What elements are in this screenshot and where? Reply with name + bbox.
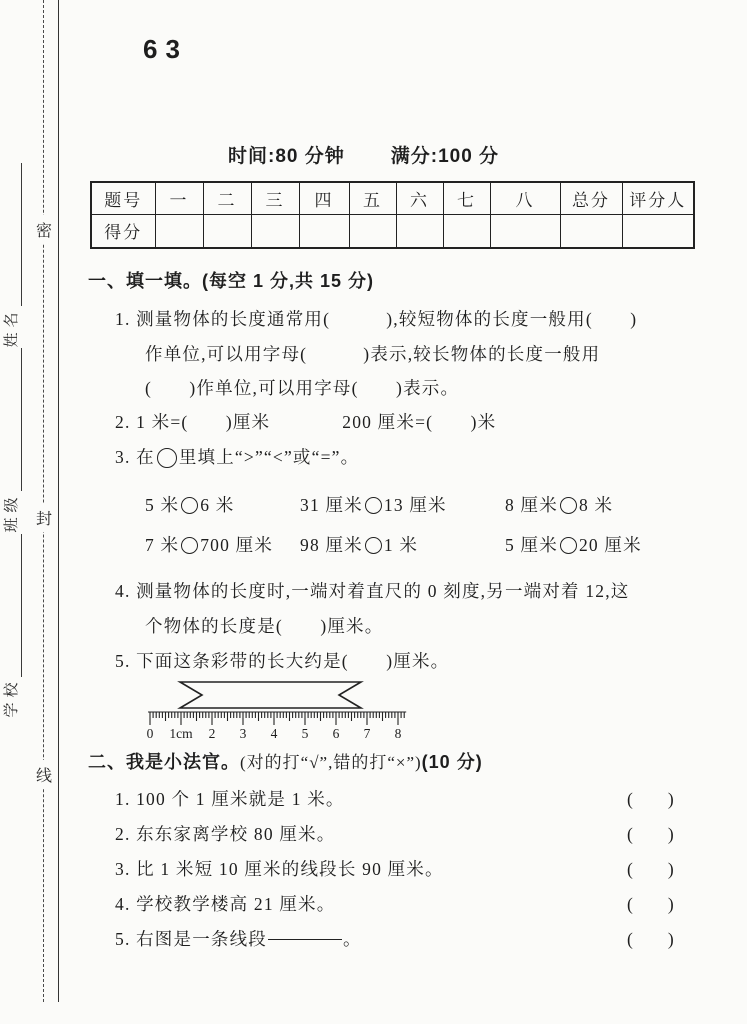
pair-right: 700 厘米 xyxy=(200,535,274,555)
ruler-label: 6 xyxy=(332,726,340,741)
score-table-cell: 二 xyxy=(203,182,251,214)
s2-item-3: 3. 比 1 米短 10 厘米的线段长 90 厘米。 xyxy=(115,859,444,879)
pair-left: 5 厘米 xyxy=(505,535,558,555)
s1-q4-line2: 个物体的长度是( )厘米。 xyxy=(145,616,384,636)
full-score-label: 满分:100 分 xyxy=(390,146,500,167)
s1-q2-part1: 2. 1 米=( )厘米 xyxy=(115,412,271,432)
score-cell-empty xyxy=(349,214,396,248)
pair-left: 98 厘米 xyxy=(300,535,363,555)
seal-char-xian: 线 xyxy=(34,760,54,789)
ruler-label: 3 xyxy=(239,726,247,741)
s1-q5: 5. 下面这条彩带的长大约是( )厘米。 xyxy=(115,651,450,671)
pair-right: 20 厘米 xyxy=(578,535,642,555)
pair-right: 8 米 xyxy=(578,495,614,515)
score-row-label: 得分 xyxy=(91,214,155,248)
name-field-blank xyxy=(6,163,22,306)
score-cell-empty xyxy=(155,214,203,248)
s2-item-5 xyxy=(115,926,362,951)
s2-item-4: 4. 学校教学楼高 21 厘米。 xyxy=(115,894,336,914)
ruler-label: 4 xyxy=(270,726,278,741)
score-table-score-row xyxy=(91,214,694,248)
section-1-title: 一、填一填。(每空 1 分,共 15 分) xyxy=(88,271,375,291)
compare-circle xyxy=(560,537,577,554)
pair-right: 6 米 xyxy=(200,495,235,515)
answer-blank: ( ) xyxy=(627,789,674,809)
score-cell-empty xyxy=(490,214,560,248)
score-cell-empty xyxy=(251,214,299,248)
ruler-label: 0 xyxy=(146,726,154,741)
section-2-title-note: (对的打“√”,错的打“×”) xyxy=(240,753,422,772)
section-2-title-main: 二、我是小法官。 xyxy=(88,752,240,772)
pair-left: 31 厘米 xyxy=(300,495,363,515)
time-limit-label: 时间:80 分钟 xyxy=(228,146,345,167)
score-cell-empty xyxy=(396,214,443,248)
pair-right: 13 厘米 xyxy=(383,495,447,515)
s1-q4-line1: 4. 测量物体的长度时,一端对着直尺的 0 刻度,另一端对着 12,这 xyxy=(115,581,630,601)
score-cell-empty xyxy=(299,214,349,248)
compare-circle xyxy=(181,497,198,514)
score-table-cell: 评分人 xyxy=(622,182,694,214)
pair-left: 5 米 xyxy=(145,495,180,515)
pair-left: 7 米 xyxy=(145,535,180,555)
class-field-blank xyxy=(6,349,22,492)
score-table-cell: 题号 xyxy=(91,182,155,214)
score-cell-empty xyxy=(622,214,694,248)
compare-circle xyxy=(560,497,577,514)
exam-header xyxy=(228,141,499,168)
compare-pair xyxy=(145,532,273,557)
pair-right: 1 米 xyxy=(383,535,419,555)
compare-pair xyxy=(145,492,234,517)
s1-q1-line3: ( )作单位,可以用字母( )表示。 xyxy=(145,378,460,398)
seal-char-mi: 密 xyxy=(34,215,54,244)
s1-q2 xyxy=(115,409,496,434)
compare-pair xyxy=(505,532,642,557)
class-field-label: 班级 xyxy=(4,492,20,533)
s1-q3-row2 xyxy=(0,532,747,558)
ruler-label: 1cm xyxy=(169,726,193,741)
name-field-label: 姓名 xyxy=(4,307,20,348)
ruler-figure xyxy=(140,676,430,747)
answer-blank: ( ) xyxy=(627,894,674,914)
school-field-label: 学校 xyxy=(4,677,20,718)
page-number: 63 xyxy=(143,34,188,64)
score-table-header-row xyxy=(91,182,694,214)
compare-circle xyxy=(181,537,198,554)
answer-blank: ( ) xyxy=(627,859,674,879)
section-2-title xyxy=(88,748,483,774)
compare-circle xyxy=(365,537,382,554)
s1-q3-row1 xyxy=(0,492,747,518)
score-cell-empty xyxy=(560,214,622,248)
score-table-cell: 六 xyxy=(396,182,443,214)
score-cell-empty xyxy=(203,214,251,248)
answer-blank: ( ) xyxy=(627,929,674,949)
score-table-cell: 八 xyxy=(490,182,560,214)
ruler-label: 8 xyxy=(394,726,402,741)
s1-q1-line1: 1. 测量物体的长度通常用( ),较短物体的长度一般用( ) xyxy=(115,309,638,329)
s1-q3-lead xyxy=(115,444,359,469)
s2-item-2: 2. 东东家离学校 80 厘米。 xyxy=(115,824,336,844)
score-table-cell: 七 xyxy=(443,182,490,214)
score-table-cell: 一 xyxy=(155,182,203,214)
s1-q3-after: 里填上“>”“<”或“=”。 xyxy=(178,447,360,467)
pair-left: 8 厘米 xyxy=(505,495,558,515)
s2-item-1: 1. 100 个 1 厘米就是 1 米。 xyxy=(115,789,345,809)
score-table-cell: 五 xyxy=(349,182,396,214)
answer-blank: ( ) xyxy=(627,824,674,844)
ribbon-shape xyxy=(180,682,361,708)
s2-item-5-text: 5. 右图是一条线段 xyxy=(115,929,267,949)
s2-item-5-tail: 。 xyxy=(343,929,362,949)
score-table-cell: 总分 xyxy=(560,182,622,214)
section-2-title-score: (10 分) xyxy=(421,752,483,772)
compare-pair xyxy=(300,532,418,557)
ruler-label: 7 xyxy=(363,726,371,741)
compare-circle xyxy=(157,448,177,468)
compare-pair xyxy=(300,492,447,517)
s1-q1-line2: 作单位,可以用字母( )表示,较长物体的长度一般用 xyxy=(145,344,601,364)
seal-char-feng: 封 xyxy=(34,503,54,532)
score-table-cell: 三 xyxy=(251,182,299,214)
score-table-cell: 四 xyxy=(299,182,349,214)
compare-circle xyxy=(365,497,382,514)
ruler-label: 5 xyxy=(301,726,309,741)
student-info-strip xyxy=(0,140,22,740)
s1-q3-before: 3. 在 xyxy=(115,447,155,467)
compare-pair xyxy=(505,492,613,517)
score-table xyxy=(90,181,695,249)
s1-q2-part2: 200 厘米=( )米 xyxy=(342,412,497,432)
score-cell-empty xyxy=(443,214,490,248)
ruler-label: 2 xyxy=(208,726,216,741)
line-segment-graphic xyxy=(268,939,342,940)
